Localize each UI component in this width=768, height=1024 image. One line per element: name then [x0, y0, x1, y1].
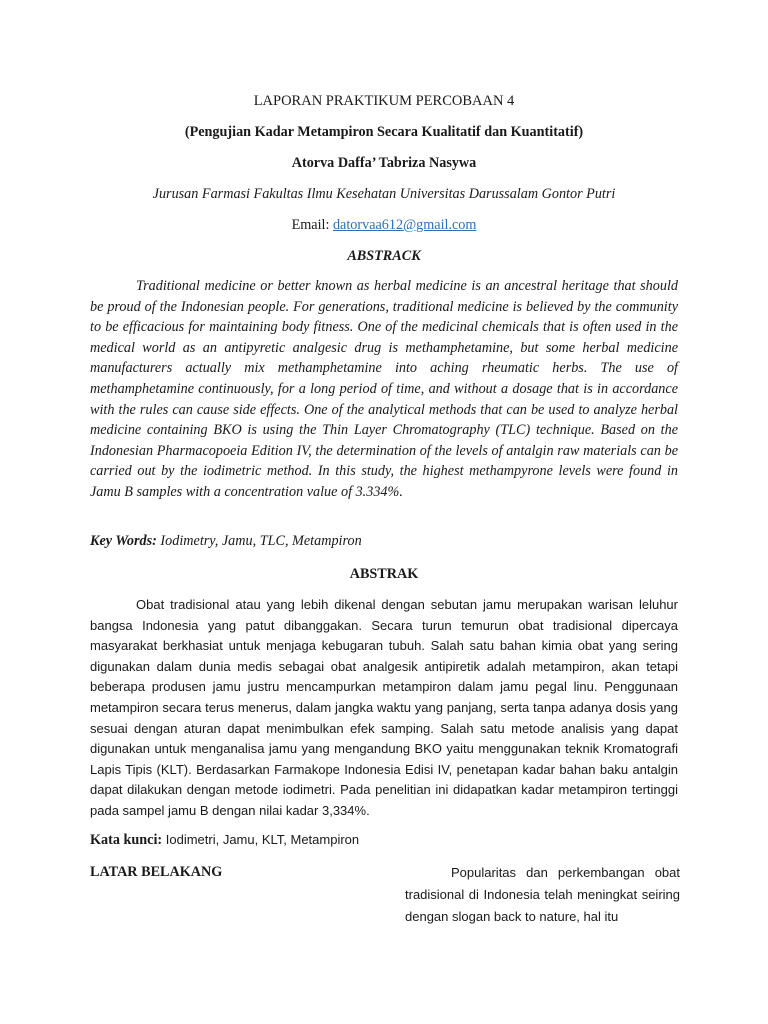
abstract-en-heading: ABSTRACK	[347, 248, 421, 264]
background-body: Popularitas dan perkembangan obat tradisional di Indonesia telah meningkat seiring dengan slogan back to nature, hal itu	[405, 865, 680, 924]
email-label: Email:	[291, 217, 333, 233]
author-name: Atorva Daffa’ Tabriza Nasywa	[291, 155, 477, 171]
report-subtitle: (Pengujian Kadar Metampiron Secara Kualitatif dan Kuantitatif)	[184, 124, 584, 140]
abstract-id-body: Obat tradisional atau yang lebih dikenal dengan sebutan jamu merupakan warisan leluhur bangsa Indonesia yang patut dibanggakan. Secara turun temurun obat tradisional dipercaya masyarakat berkhasiat untuk menjaga kebugaran tubuh. Salah satu bahan kimia obat yang sering digunakan dalam dunia medis sebagai obat analgesik antipiretik adalah metampiron, akan tetapi beberapa produsen jamu justru mencampurkan metampiron dalam jamu pegal linu. Penggunaan metampiron secara terus menerus, dalam jangka waktu yang panjang, serta tanpa adanya dosis yang sesuai dengan aturan dapat menimbulkan efek samping. Salah satu metode analisis yang dapat digunakan untuk menganalisa jamu yang mengandung BKO yaitu menggunakan teknik Kromatografi Lapis Tipis (KLT). Berdasarkan Farmakope Indonesia Edisi IV, penetapan kadar bahan baku antalgin dapat dilakukan dengan metode iodimetri. Pada penelitian ini didapatkan kadar metampiron tertinggi pada sampel jamu B dengan nilai kadar 3,334%.	[90, 597, 678, 818]
abstract-id-heading: ABSTRAK	[349, 566, 419, 582]
keywords-en-label: Key Words:	[90, 533, 157, 549]
abstract-en-body: Traditional medicine or better known as herbal medicine is an ancestral heritage that should be proud of the Indonesian people. For generations, traditional medicine is believed by the community to be efficacious for maintaining body fitness. One of the medicinal chemicals that is often used in the medical world as an antipyretic analgesic drug is methamphetamine, but some herbal medicine manufacturers actually mix methamphetamine into aching rheumatic herbs. The use of methamphetamine continuously, for a long period of time, and without a dosage that is in accordance with the rules can cause side effects. One of the analytical methods that can be used to analyze herbal medicine containing BKO is using the Thin Layer Chromatography (TLC) technique. Based on the Indonesian Pharmacopoeia Edition IV, the determination of the levels of antalgin raw materials can be carried out by the iodimetric method. In this study, the highest methampyrone levels were found in Jamu B samples with a concentration value of 3.334%.	[90, 278, 678, 500]
keywords-en	[90, 533, 678, 550]
report-title: LAPORAN PRAKTIKUM PERCOBAAN 4	[253, 93, 515, 109]
author-affiliation: Jurusan Farmasi Fakultas Ilmu Kesehatan Universitas Darussalam Gontor Putri	[152, 186, 616, 202]
keywords-en-values: Iodimetry, Jamu, TLC, Metampiron	[156, 533, 362, 549]
background-heading: LATAR BELAKANG	[90, 864, 223, 880]
keywords-id	[90, 832, 678, 849]
email-link[interactable]: datorvaa612@gmail.com	[332, 217, 477, 233]
keywords-id-values: Iodimetri, Jamu, KLT, Metampiron	[162, 832, 360, 847]
email-line	[90, 217, 678, 234]
keywords-id-label: Kata kunci:	[90, 832, 163, 848]
